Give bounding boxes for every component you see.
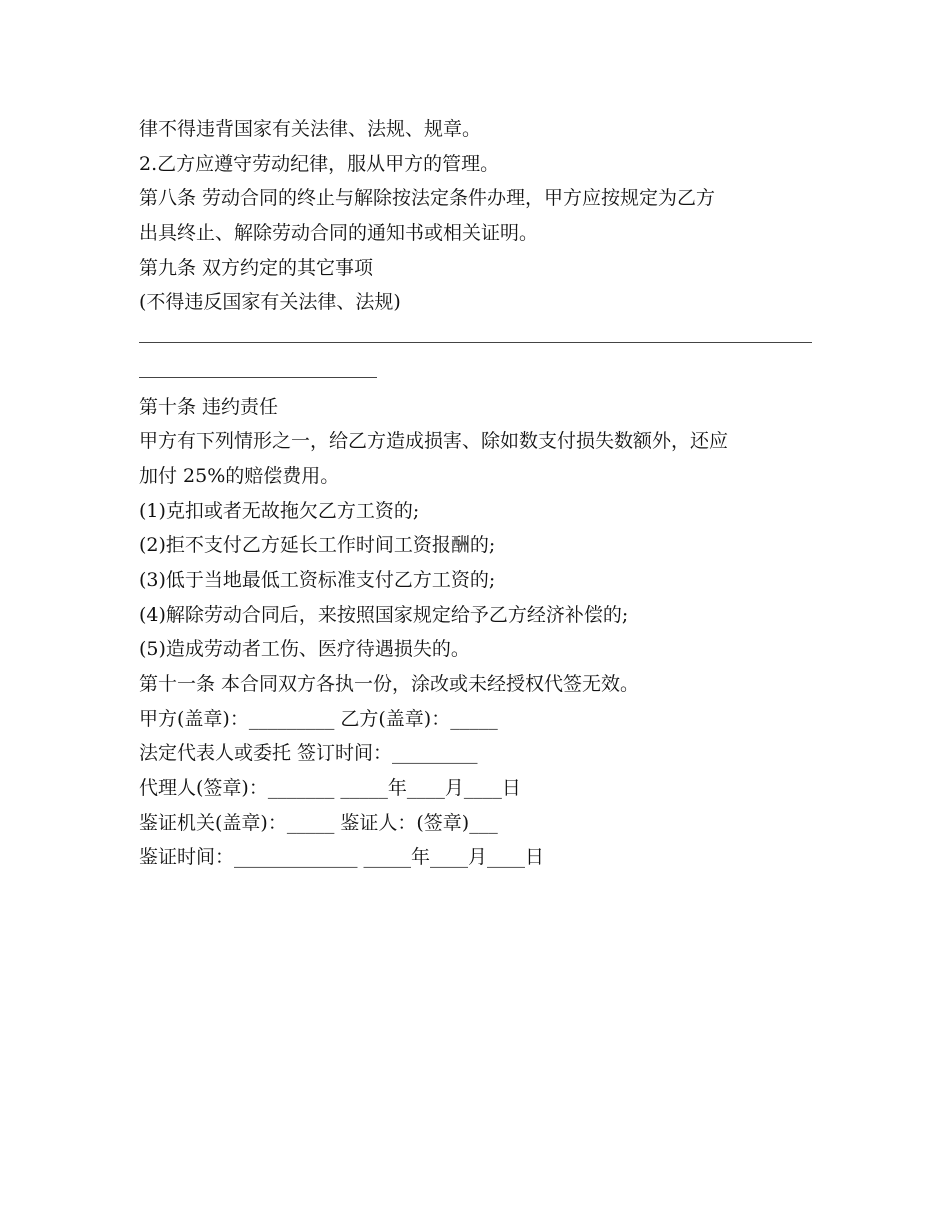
article-11-line: 第十一条 本合同双方各执一份，涂改或未经授权代签无效。 xyxy=(139,673,640,695)
underline-rule xyxy=(139,377,377,378)
article-10-line-1: 甲方有下列情形之一，给乙方造成损害、除如数支付损失数额外，还应 xyxy=(139,430,729,453)
article-9-note: (不得违反国家有关法律、法规) xyxy=(139,291,401,314)
text-line: 2.乙方应遵守劳动纪律，服从甲方的管理。 xyxy=(139,152,500,175)
list-item: (2)拒不支付乙方延长工作时间工资报酬的; xyxy=(139,534,496,557)
article-8-line-2: 出具终止、解除劳动合同的通知书或相关证明。 xyxy=(139,222,539,245)
article-10-heading: 第十条 违约责任 xyxy=(139,395,279,418)
article-9-heading: 第九条 双方约定的其它事项 xyxy=(139,256,374,279)
article-8-line-1: 第八条 劳动合同的终止与解除按法定条件办理，甲方应按规定为乙方 xyxy=(139,187,716,210)
signature-line-agent-date: 代理人(签章)：_______ _____年____月____日 xyxy=(139,777,521,800)
signature-line-representative: 法定代表人或委托 签订时间：_________ xyxy=(139,742,478,765)
list-item: (4)解除劳动合同后，来按照国家规定给予乙方经济补偿的; xyxy=(139,603,629,626)
list-item: (3)低于当地最低工资标准支付乙方工资的; xyxy=(139,568,496,591)
blank-fill-line-short xyxy=(139,355,819,390)
list-item: (5)造成劳动者工伤、医疗待遇损失的。 xyxy=(139,638,470,661)
underline-rule xyxy=(139,342,812,343)
document-body xyxy=(139,112,819,875)
article-10-line-2: 加付 25%的赔偿费用。 xyxy=(139,464,340,487)
list-item: (1)克扣或者无故拖欠乙方工资的; xyxy=(139,499,420,522)
signature-line-authentication: 鉴证机关(盖章)：_____ 鉴证人：(签章)___ xyxy=(139,811,498,834)
blank-fill-line-full xyxy=(139,320,819,355)
signature-line-authentication-date: 鉴证时间：_____________ _____年____月____日 xyxy=(139,846,545,869)
text-line: 律不得违背国家有关法律、法规、规章。 xyxy=(139,118,482,140)
signature-line-parties: 甲方(盖章)：_________ 乙方(盖章)：_____ xyxy=(139,707,498,730)
